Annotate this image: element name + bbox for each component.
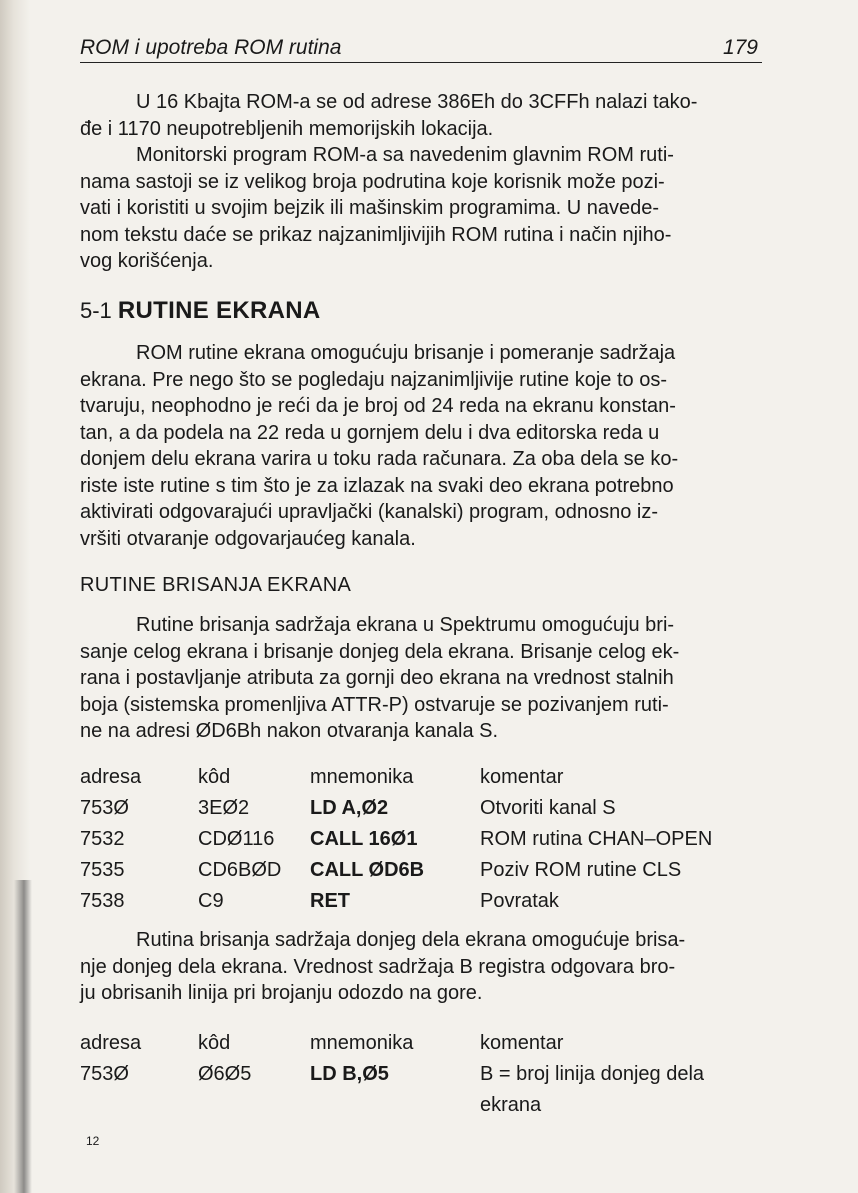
- comment-cell: ROM rutina CHAN–OPEN: [480, 828, 713, 850]
- intro-paragraph-1: [80, 89, 764, 142]
- mnemonic-cell: LD A,Ø2: [310, 797, 389, 819]
- section-number: 5-1: [80, 298, 112, 323]
- text-line: ekrana. Pre nego što se pogledaju najzanimljivije rutine koje to os-: [80, 368, 668, 391]
- mnemonic-cell: RET: [310, 890, 350, 912]
- text-line: Monitorski program ROM-a sa navedenim glavnim ROM ruti-: [136, 144, 674, 166]
- subsection-heading: RUTINE BRISANJA EKRANA: [80, 574, 352, 596]
- table-row: [80, 1063, 770, 1094]
- text-line: đe i 1170 neupotrebljenih memorijskih lokacija.: [80, 117, 494, 140]
- subsection-paragraph: [80, 612, 764, 745]
- text-line: rana i postavljanje atributa za gornji deo ekrana na vrednost stalnih: [80, 667, 674, 689]
- address-cell: 7532: [80, 828, 125, 850]
- address-cell: 753Ø: [80, 797, 129, 819]
- column-header: komentar: [480, 1032, 564, 1054]
- text-line: vršiti otvaranje odgovarjaućeg kanala.: [80, 527, 416, 550]
- table-row: [80, 1094, 770, 1125]
- text-line: ne na adresi ØD6Bh nakon otvaranja kanala S.: [80, 720, 499, 742]
- section-heading: [80, 297, 321, 325]
- intro-paragraph-2: [80, 142, 764, 275]
- column-header: adresa: [80, 1032, 142, 1054]
- code-table-clear-screen: [80, 766, 770, 921]
- opcode-cell: C9: [198, 890, 224, 912]
- table-header-row: [80, 766, 770, 797]
- table-row: [80, 890, 770, 921]
- address-cell: 7535: [80, 859, 125, 881]
- comment-cell: B = broj linija donjeg dela: [480, 1063, 705, 1085]
- text-line: boja (sistemska promenljiva ATTR-P) ostvaruje se pozivanjem ruti-: [80, 693, 669, 716]
- opcode-cell: CDØ116: [198, 828, 275, 850]
- section-paragraph: [80, 340, 764, 552]
- text-line: tan, a da podela na 22 reda u gornjem delu i dva editorska reda u: [80, 421, 660, 444]
- text-line: ROM rutine ekrana omogućuju brisanje i pomeranje sadržaja: [136, 342, 676, 364]
- opcode-cell: Ø6Ø5: [198, 1063, 252, 1085]
- opcode-cell: CD6BØD: [198, 859, 282, 881]
- column-header: mnemonika: [310, 1032, 414, 1054]
- binding-edge: [14, 880, 32, 1193]
- mnemonic-cell: [310, 1094, 480, 1125]
- text-line: nom tekstu daće se prikaz najzanimljivijih ROM rutina i način njiho-: [80, 223, 672, 246]
- comment-cell: ekrana: [480, 1094, 542, 1116]
- column-header: mnemonika: [310, 766, 414, 788]
- mnemonic-cell: CALL ØD6B: [310, 859, 425, 881]
- address-cell: [80, 1094, 198, 1125]
- text-line: vog korišćenja.: [80, 250, 214, 272]
- comment-cell: Povratak: [480, 890, 559, 912]
- column-header: kôd: [198, 1032, 231, 1054]
- text-line: riste iste rutine s tim što je za izlazak na svaki deo ekrana potrebno: [80, 474, 674, 497]
- signature-mark: 12: [86, 1134, 100, 1148]
- opcode-cell: 3EØ2: [198, 797, 250, 819]
- comment-cell: Otvoriti kanal S: [480, 797, 616, 819]
- text-line: nama sastoji se iz velikog broja podrutina koje korisnik može pozi-: [80, 170, 665, 193]
- section-title: RUTINE EKRANA: [117, 297, 321, 324]
- text-line: sanje celog ekrana i brisanje donjeg dela ekrana. Brisanje celog ek-: [80, 640, 680, 663]
- text-line: aktivirati odgovarajući upravljački (kanalski) program, odnosno iz-: [80, 501, 659, 523]
- text-line: Rutine brisanja sadržaja ekrana u Spektrumu omogućuju bri-: [136, 614, 675, 636]
- mnemonic-cell: LD B,Ø5: [310, 1063, 389, 1085]
- text-line: U 16 Kbajta ROM-a se od adrese 386Eh do 3CFFh nalazi tako-: [136, 91, 698, 113]
- text-line: donjem delu ekrana varira u toku rada računara. Za oba dela se ko-: [80, 448, 679, 470]
- text-line: tvaruju, neophodno je reći da je broj od 24 reda na ekranu konstan-: [80, 395, 676, 417]
- lower-screen-paragraph: [80, 927, 764, 1007]
- table-header-row: [80, 1032, 770, 1063]
- column-header: komentar: [480, 766, 564, 788]
- code-table-clear-lower: [80, 1032, 770, 1125]
- opcode-cell: [198, 1094, 310, 1125]
- address-cell: 7538: [80, 890, 125, 912]
- page-number: 179: [722, 36, 758, 59]
- column-header: kôd: [198, 766, 231, 788]
- text-line: vati i koristiti u svojim bejzik ili mašinskim programima. U navede-: [80, 197, 660, 219]
- running-header: [80, 34, 762, 63]
- text-line: ju obrisanih linija pri brojanju odozdo na gore.: [80, 982, 483, 1004]
- mnemonic-cell: CALL 16Ø1: [310, 828, 418, 850]
- table-row: [80, 828, 770, 859]
- text-line: nje donjeg dela ekrana. Vrednost sadržaja B registra odgovara bro-: [80, 955, 676, 978]
- header-title: ROM i upotreba ROM rutina: [80, 36, 342, 59]
- text-line: Rutina brisanja sadržaja donjeg dela ekrana omogućuje brisa-: [136, 929, 686, 951]
- table-row: [80, 797, 770, 828]
- comment-cell: Poziv ROM rutine CLS: [480, 859, 682, 881]
- column-header: adresa: [80, 766, 142, 788]
- table-row: [80, 859, 770, 890]
- address-cell: 753Ø: [80, 1063, 129, 1085]
